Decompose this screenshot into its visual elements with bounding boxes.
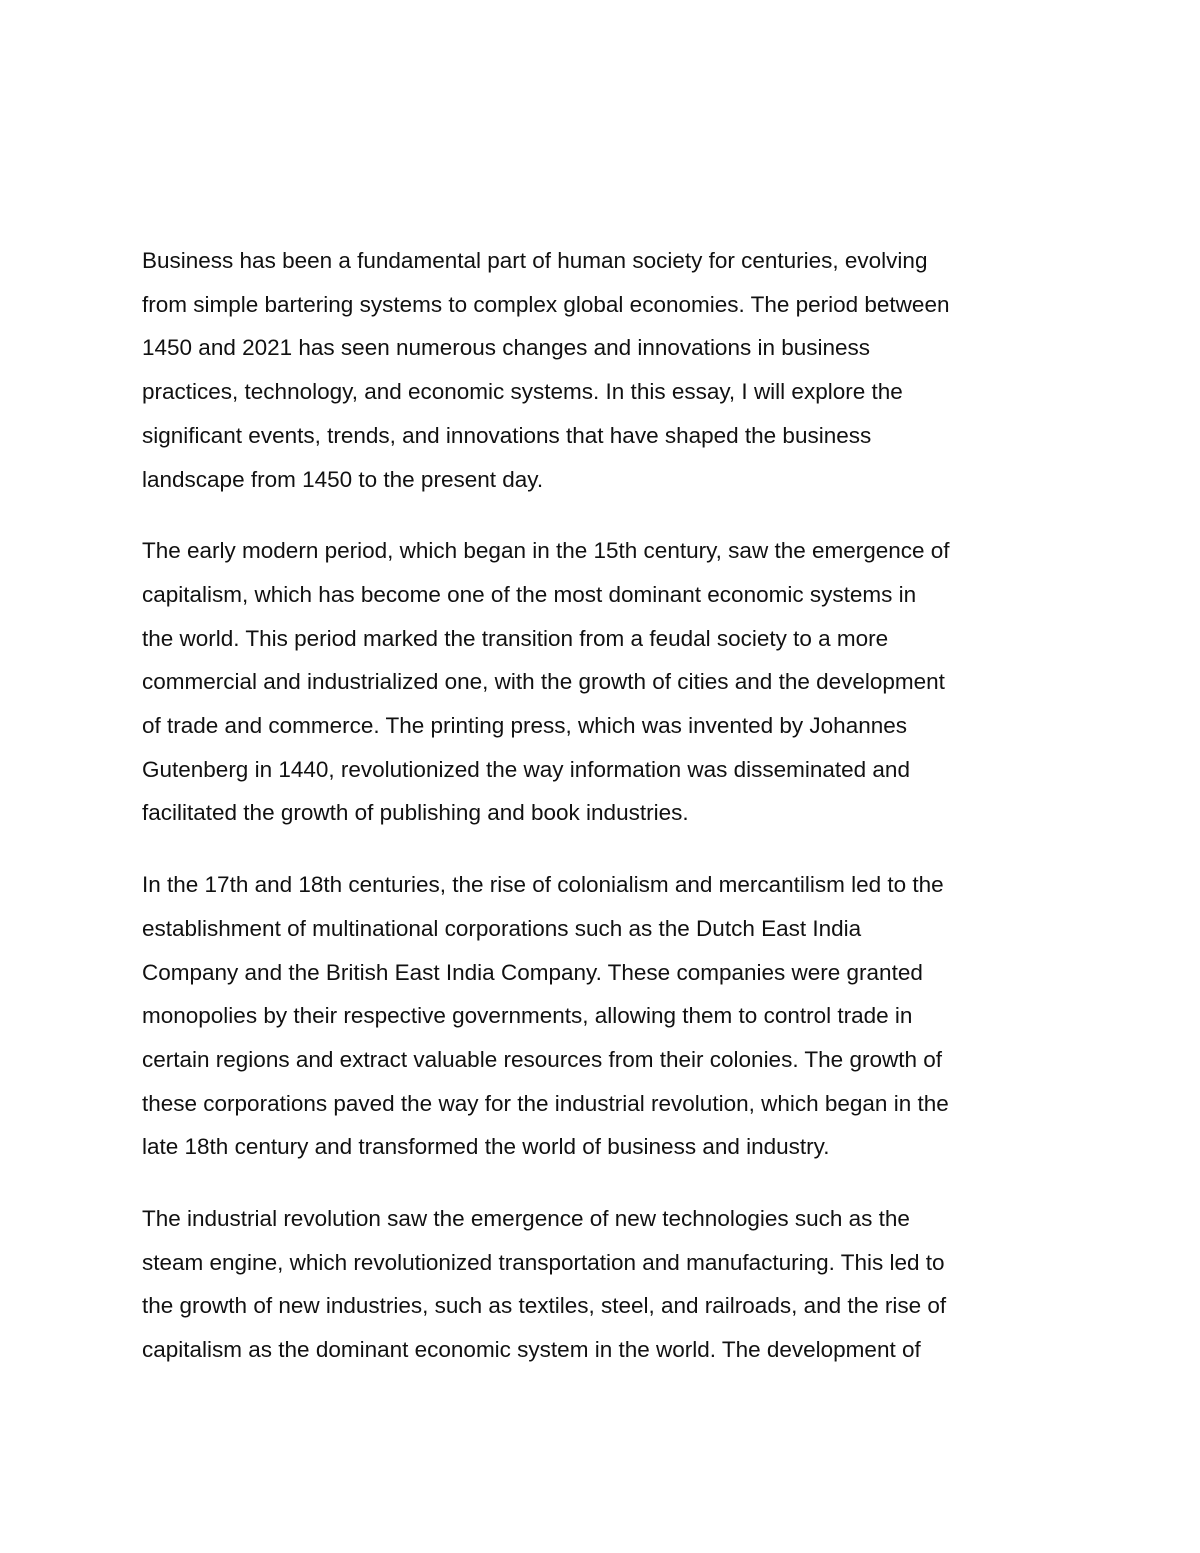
paragraph-line: these corporations paved the way for the industrial revolution, which began in the [142, 1090, 949, 1116]
document-body [142, 239, 1062, 1400]
paragraph-line: Company and the British East India Company. These companies were granted [142, 959, 923, 985]
paragraph-line: significant events, trends, and innovations that have shaped the business [142, 422, 872, 448]
paragraph-line: Gutenberg in 1440, revolutionized the way information was disseminated and [142, 756, 910, 782]
paragraph-3 [142, 863, 1062, 1169]
paragraph-4 [142, 1197, 1062, 1372]
paragraph-2 [142, 529, 1062, 835]
paragraph-line: 1450 and 2021 has seen numerous changes and innovations in business [142, 335, 871, 361]
paragraph-line: from simple bartering systems to complex global economies. The period between [142, 291, 950, 317]
paragraph-line: Business has been a fundamental part of human society for centuries, evolving [142, 248, 928, 273]
paragraph-line: commercial and industrialized one, with the growth of cities and the development [142, 669, 945, 695]
paragraph-1 [142, 239, 1062, 501]
paragraph-line: late 18th century and transformed the world of business and industry. [142, 1134, 830, 1160]
paragraph-line: establishment of multinational corporations such as the Dutch East India [142, 915, 862, 941]
paragraph-line: the world. This period marked the transition from a feudal society to a more [142, 625, 889, 651]
paragraph-line: The industrial revolution saw the emergence of new technologies such as the [142, 1206, 910, 1232]
paragraph-line: The early modern period, which began in the 15th century, saw the emergence of [142, 538, 950, 564]
paragraph-line: monopolies by their respective governments, allowing them to control trade in [142, 1003, 913, 1029]
paragraph-line: the growth of new industries, such as textiles, steel, and railroads, and the rise of [142, 1293, 947, 1319]
paragraph-line: of trade and commerce. The printing press, which was invented by Johannes [142, 713, 907, 739]
paragraph-line: certain regions and extract valuable resources from their colonies. The growth of [142, 1046, 942, 1072]
paragraph-line: capitalism, which has become one of the most dominant economic systems in [142, 581, 917, 607]
paragraph-line: landscape from 1450 to the present day. [142, 466, 544, 492]
paragraph-line: facilitated the growth of publishing and book industries. [142, 800, 689, 826]
paragraph-line: capitalism as the dominant economic system in the world. The development of [142, 1337, 921, 1363]
paragraph-line: practices, technology, and economic systems. In this essay, I will explore the [142, 379, 903, 405]
paragraph-line: steam engine, which revolutionized transportation and manufacturing. This led to [142, 1249, 945, 1275]
paragraph-line: In the 17th and 18th centuries, the rise of colonialism and mercantilism led to the [142, 872, 944, 898]
